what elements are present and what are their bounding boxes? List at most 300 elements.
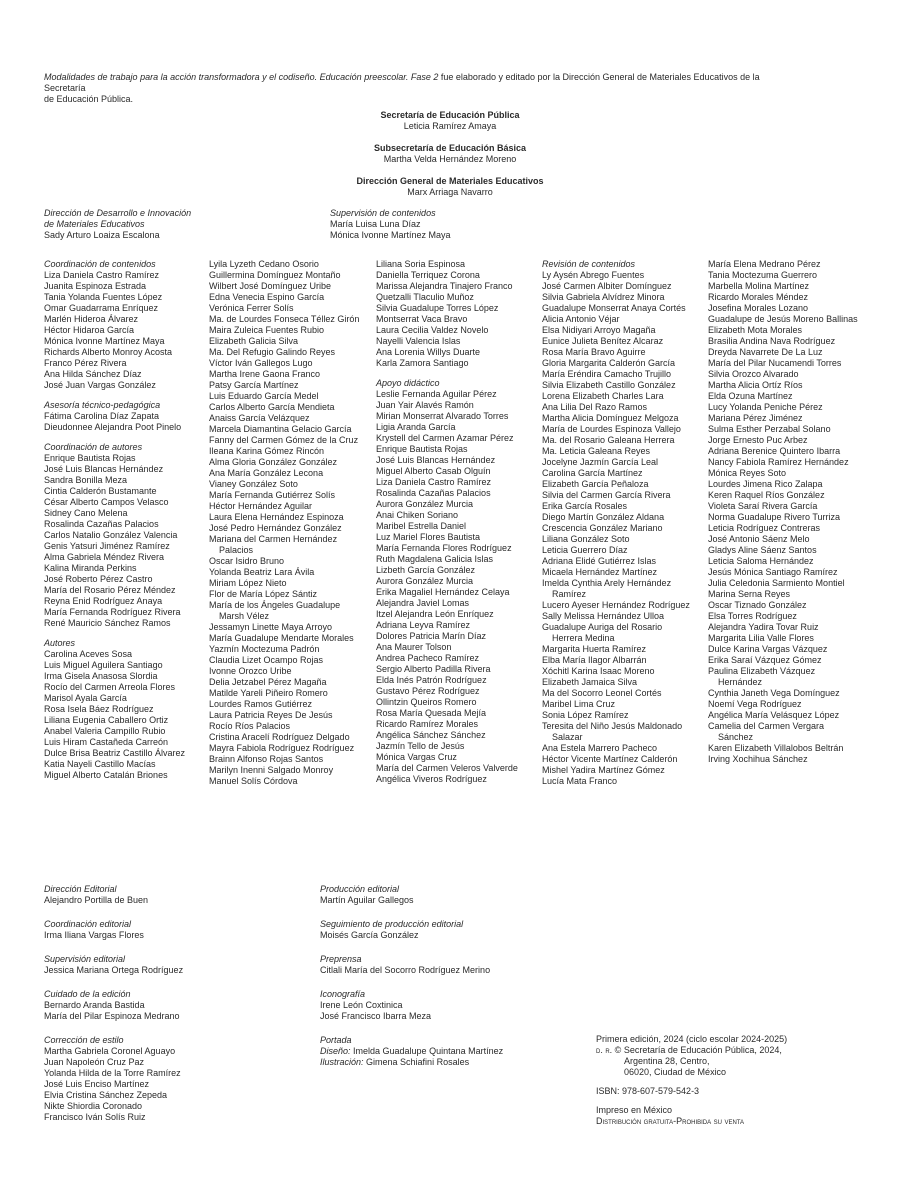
person-name: Rosalinda Cazañas Palacios bbox=[44, 519, 159, 529]
person-name: Ramírez bbox=[552, 589, 587, 599]
person-name: Mónica Reyes Soto bbox=[708, 468, 787, 478]
person-name: Luis Eduardo García Medel bbox=[209, 391, 319, 401]
person-name: Fátima Carolina Díaz Zapata bbox=[44, 411, 160, 421]
person-name: Martín Aguilar Gallegos bbox=[320, 895, 414, 905]
intro-text: fue elaborado y editado por la Dirección General de Materiales Educativos de la Secretaría bbox=[44, 72, 760, 93]
section-heading: Preprensa bbox=[320, 954, 362, 964]
person-name: Crescencia González Mariano bbox=[542, 523, 663, 533]
person-name: Mirian Monserrat Alvarado Torres bbox=[376, 411, 509, 421]
person-name: Silvia Elizabeth Castillo González bbox=[542, 380, 676, 390]
intro-text-2: de Educación Pública. bbox=[44, 94, 134, 104]
section-heading: Dirección de Desarrollo e Innovación bbox=[44, 208, 192, 218]
section-heading: Asesoría técnico-pedagógica bbox=[44, 400, 161, 410]
person-name: Marlén Hideroa Álvarez bbox=[44, 314, 139, 324]
person-name: Carolina García Martínez bbox=[542, 468, 643, 478]
credit-section bbox=[44, 919, 294, 941]
person-name: Silvia Gabriela Alvídrez Minora bbox=[542, 292, 665, 302]
person-name: Ana Lorenia Willys Duarte bbox=[376, 347, 481, 357]
person-name: Jessamyn Linette Maya Arroyo bbox=[209, 622, 333, 632]
person-name: Karen Elizabeth Villalobos Beltrán bbox=[708, 743, 844, 753]
person-name: Edna Venecia Espino García bbox=[209, 292, 325, 302]
editorial-credits-left bbox=[44, 884, 294, 1136]
person-name: Kalina Miranda Perkins bbox=[44, 563, 137, 573]
person-name: Mayra Fabiola Rodríguez Rodríguez bbox=[209, 743, 355, 753]
copyright-prefix: d. r. © bbox=[596, 1045, 622, 1055]
person-name: Mariana del Carmen Hernández bbox=[209, 534, 338, 544]
person-name: Alejandra Javiel Lomas bbox=[376, 598, 470, 608]
person-name: Julia Celedonia Sarmiento Montiel bbox=[708, 578, 845, 588]
person-name: Mónica Vargas Cruz bbox=[376, 752, 457, 762]
person-name: Liza Daniela Castro Ramírez bbox=[44, 270, 160, 280]
person-name: Norma Guadalupe Rivero Turriza bbox=[708, 512, 841, 522]
person-name: Juan Yair Alavés Ramón bbox=[376, 400, 474, 410]
person-name: Nikte Shiordia Coronado bbox=[44, 1101, 143, 1111]
person-name: Flor de María López Sántiz bbox=[209, 589, 318, 599]
person-name: Ana María González Lecona bbox=[209, 468, 324, 478]
credit-section bbox=[44, 638, 216, 781]
person-name: Eunice Julieta Benítez Alcaraz bbox=[542, 336, 664, 346]
person-name: Mónica Ivonne Martínez Maya bbox=[330, 230, 451, 240]
official-title: Dirección General de Materiales Educativos bbox=[356, 176, 544, 186]
credits-column-5 bbox=[708, 259, 880, 765]
person-name: Tania Yolanda Fuentes López bbox=[44, 292, 163, 302]
person-name: Mariana Pérez Jiménez bbox=[708, 413, 803, 423]
credit-section bbox=[44, 259, 216, 391]
person-name: José Francisco Ibarra Meza bbox=[320, 1011, 432, 1021]
person-name: Reyna Enid Rodríguez Anaya bbox=[44, 596, 163, 606]
person-name: Leslie Fernanda Aguilar Pérez bbox=[376, 389, 497, 399]
person-name: Elda Inés Patrón Rodríguez bbox=[376, 675, 487, 685]
credit-section bbox=[320, 919, 570, 941]
person-name: Juanita Espinoza Estrada bbox=[44, 281, 147, 291]
credits-column-1 bbox=[44, 259, 216, 790]
person-name: Elizabeth Galicia Silva bbox=[209, 336, 299, 346]
person-name: Erika Magaliel Hernández Celaya bbox=[376, 587, 510, 597]
person-name: Oscar Isidro Bruno bbox=[209, 556, 285, 566]
person-name: Alicia Antonio Véjar bbox=[542, 314, 620, 324]
section-heading: Corrección de estilo bbox=[44, 1035, 124, 1045]
person-name: Paulina Elizabeth Vázquez bbox=[708, 666, 816, 676]
person-name: Ana Maurer Tolson bbox=[376, 642, 452, 652]
person-name: Elizabeth García Peñaloza bbox=[542, 479, 649, 489]
person-name: Rosalinda Cazañas Palacios bbox=[376, 488, 491, 498]
person-name: Enrique Bautista Rojas bbox=[376, 444, 468, 454]
person-name: Omar Guadarrama Enríquez bbox=[44, 303, 159, 313]
person-name: Marisol Ayala García bbox=[44, 693, 127, 703]
person-name: René Mauricio Sánchez Ramos bbox=[44, 618, 171, 628]
person-name: Lourdes Ramos Gutiérrez bbox=[209, 699, 313, 709]
distribution-notice: Distribución gratuita-Prohibida su venta bbox=[596, 1116, 745, 1126]
person-name: Ma. de Lourdes Fonseca Téllez Girón bbox=[209, 314, 360, 324]
person-name: Gloria Margarita Calderón García bbox=[542, 358, 676, 368]
person-name: Mishel Yadira Martínez Gómez bbox=[542, 765, 665, 775]
person-name: Salazar bbox=[552, 732, 583, 742]
person-name: Vianey González Soto bbox=[209, 479, 298, 489]
person-name: Marina Serna Reyes bbox=[708, 589, 791, 599]
copyright-line: Secretaría de Educación Pública, 2024, bbox=[621, 1045, 782, 1055]
person-name: Claudia Lizet Ocampo Rojas bbox=[209, 655, 324, 665]
person-name: José Carmen Albiter Domínguez bbox=[542, 281, 672, 291]
person-name: Teresita del Niño Jesús Maldonado bbox=[542, 721, 683, 731]
person-name: Jessica Mariana Ortega Rodríguez bbox=[44, 965, 184, 975]
portada-section bbox=[320, 1035, 570, 1068]
person-name: Erika Saraí Vázquez Gómez bbox=[708, 655, 822, 665]
person-name: Ma. del Rosario Galeana Herrera bbox=[542, 435, 675, 445]
person-name: Jocelyne Jazmín García Leal bbox=[542, 457, 659, 467]
person-name: Bernardo Aranda Bastida bbox=[44, 1000, 145, 1010]
person-name: Angélica Sánchez Sánchez bbox=[376, 730, 486, 740]
person-name: Alejandro Portilla de Buen bbox=[44, 895, 149, 905]
person-name: Ivonne Orozco Uribe bbox=[209, 666, 292, 676]
person-name: Miriam López Nieto bbox=[209, 578, 287, 588]
isbn: ISBN: 978-607-579-542-3 bbox=[596, 1086, 700, 1096]
person-name: Luis Hiram Castañeda Carreón bbox=[44, 737, 169, 747]
person-name: Angélica Viveros Rodríguez bbox=[376, 774, 487, 784]
edition-info bbox=[596, 1034, 856, 1127]
person-name: Sánchez bbox=[718, 732, 754, 742]
person-name: Jazmín Tello de Jesús bbox=[376, 741, 465, 751]
person-name: Marbella Molina Martínez bbox=[708, 281, 810, 291]
official-title: Subsecretaría de Educación Básica bbox=[373, 143, 527, 153]
person-name: Leticia Rodríguez Contreras bbox=[708, 523, 821, 533]
credit-section bbox=[376, 259, 548, 369]
person-name: Lorena Elizabeth Charles Lara bbox=[542, 391, 664, 401]
person-name: Leticia Guerrero Díaz bbox=[542, 545, 628, 555]
credit-section bbox=[320, 954, 570, 976]
person-name: Manuel Solís Córdova bbox=[209, 776, 298, 786]
section-heading: Portada bbox=[320, 1035, 352, 1045]
person-name: Martha Gabriela Coronel Aguayo bbox=[44, 1046, 176, 1056]
person-name: Guillermina Domínguez Montaño bbox=[209, 270, 341, 280]
person-name: Xóchitl Karina Isaac Moreno bbox=[542, 666, 655, 676]
person-name: María del Pilar Espinoza Medrano bbox=[44, 1011, 180, 1021]
person-name: Yazmín Moctezuma Padrón bbox=[209, 644, 320, 654]
credit-section bbox=[320, 884, 570, 906]
printed-in: Impreso en México bbox=[596, 1105, 673, 1115]
person-name: Yolanda Hilda de la Torre Ramírez bbox=[44, 1068, 181, 1078]
person-name: César Alberto Campos Velasco bbox=[44, 497, 169, 507]
person-name: Aurora González Murcia bbox=[376, 576, 474, 586]
person-name: Verónica Ferrer Solís bbox=[209, 303, 294, 313]
section-heading: de Materiales Educativos bbox=[44, 219, 145, 229]
person-name: Dulce Brisa Beatriz Castillo Álvarez bbox=[44, 748, 186, 758]
person-name: Luis Miguel Aguilera Santiago bbox=[44, 660, 163, 670]
person-name: Ma. Leticia Galeana Reyes bbox=[542, 446, 651, 456]
person-name: Rocío del Carmen Arreola Flores bbox=[44, 682, 176, 692]
person-name: Hernández bbox=[718, 677, 763, 687]
person-name: Adriana Elidé Gutiérrez Islas bbox=[542, 556, 657, 566]
person-name: Rosa María Bravo Aguirre bbox=[542, 347, 646, 357]
person-name: Rosa María Quesada Mejía bbox=[376, 708, 487, 718]
person-name: Irma Gisela Anasosa Slordia bbox=[44, 671, 158, 681]
person-name: Víctor Iván Gallegos Lugo bbox=[209, 358, 313, 368]
section-heading: Dirección Editorial bbox=[44, 884, 117, 894]
person-name: Katia Nayeli Castillo Macías bbox=[44, 759, 156, 769]
person-name: Sally Melissa Hernández Ulloa bbox=[542, 611, 665, 621]
person-name: Yolanda Beatriz Lara Ávila bbox=[209, 567, 315, 577]
person-name: Karla Zamora Santiago bbox=[376, 358, 469, 368]
section-heading: Coordinación de contenidos bbox=[44, 259, 156, 269]
official-3 bbox=[0, 176, 900, 198]
person-name: Erika García Rosales bbox=[542, 501, 628, 511]
person-name: Miguel Alberto Catalán Briones bbox=[44, 770, 168, 780]
person-name: Keren Raquel Ríos González bbox=[708, 490, 825, 500]
section-heading: Revisión de contenidos bbox=[542, 259, 636, 269]
person-name: Alma Gloria González González bbox=[209, 457, 338, 467]
person-name: Guadalupe Auriga del Rosario bbox=[542, 622, 663, 632]
person-name: Héctor Hidaroa García bbox=[44, 325, 135, 335]
person-name: Krystell del Carmen Azamar Pérez bbox=[376, 433, 514, 443]
person-name: Lucero Ayeser Hernández Rodríguez bbox=[542, 600, 690, 610]
person-name: Jorge Ernesto Puc Arbez bbox=[708, 435, 808, 445]
person-name: María Fernanda Flores Rodríguez bbox=[376, 543, 512, 553]
person-name: Herrera Medina bbox=[552, 633, 615, 643]
intro-paragraph bbox=[44, 72, 784, 105]
person-name: Laura Elena Hernández Espinoza bbox=[209, 512, 344, 522]
person-name: Oscar Tiznado González bbox=[708, 600, 807, 610]
person-name: Dreyda Navarrete De La Luz bbox=[708, 347, 823, 357]
credit-section bbox=[44, 884, 294, 906]
person-name: Lourdes Jimena Rico Zalapa bbox=[708, 479, 823, 489]
person-name: Irene León Coxtinica bbox=[320, 1000, 403, 1010]
official-name: Marx Arriaga Navarro bbox=[407, 187, 493, 197]
book-title: Modalidades de trabajo para la acción transformadora y el codiseño. Educación preescolar. Fase 2 bbox=[44, 72, 439, 82]
person-name: José Luis Enciso Martínez bbox=[44, 1079, 150, 1089]
person-name: Silvia Guadalupe Torres López bbox=[376, 303, 499, 313]
person-name: María Elena Medrano Pérez bbox=[708, 259, 821, 269]
person-name: Irving Xochihua Sánchez bbox=[708, 754, 808, 764]
person-name: Imelda Guadalupe Quintana Martínez bbox=[350, 1046, 504, 1056]
person-name: María Fernanda Rodríguez Rivera bbox=[44, 607, 181, 617]
person-name: Sergio Alberto Padilla Rivera bbox=[376, 664, 491, 674]
person-name: Elba María Ilagor Albarrán bbox=[542, 655, 647, 665]
person-name: Ma. Del Refugio Galindo Reyes bbox=[209, 347, 336, 357]
person-name: Citlali María del Socorro Rodríguez Merino bbox=[320, 965, 491, 975]
person-name: Martha Irene Gaona Franco bbox=[209, 369, 321, 379]
person-name: Violeta Saraí Rivera García bbox=[708, 501, 818, 511]
person-name: Elsa Nidiyari Arroyo Magaña bbox=[542, 325, 656, 335]
person-name: Maira Zuleica Fuentes Rubio bbox=[209, 325, 325, 335]
editorial-credits-middle bbox=[320, 884, 570, 1081]
credits-column-4 bbox=[542, 259, 714, 796]
person-name: Maribel Lima Cruz bbox=[542, 699, 616, 709]
person-name: Gimena Schiafini Rosales bbox=[363, 1057, 470, 1067]
person-name: Matilde Yareli Piñeiro Romero bbox=[209, 688, 328, 698]
credit-section bbox=[542, 259, 714, 787]
person-name: Anabel Valeria Campillo Rubio bbox=[44, 726, 166, 736]
person-name: Lucy Yolanda Peniche Pérez bbox=[708, 402, 823, 412]
person-name: Anai Chiken Soriano bbox=[376, 510, 459, 520]
direccion-desarrollo bbox=[44, 208, 191, 241]
supervision-contenidos bbox=[330, 208, 451, 241]
person-name: Francisco Iván Solís Ruiz bbox=[44, 1112, 146, 1122]
person-name: Wilbert José Domínguez Uribe bbox=[209, 281, 332, 291]
person-name: José Antonio Sáenz Melo bbox=[708, 534, 810, 544]
person-name: Jesús Mónica Santiago Ramírez bbox=[708, 567, 838, 577]
person-name: Ana Lilia Del Razo Ramos bbox=[542, 402, 648, 412]
person-name: Nayelli Valencia Islas bbox=[376, 336, 461, 346]
person-name: Martha Alicia Domínguez Melgoza bbox=[542, 413, 679, 423]
person-name: Ly Aysén Abrego Fuentes bbox=[542, 270, 645, 280]
person-name: María Fernanda Gutiérrez Solís bbox=[209, 490, 336, 500]
person-name: Richards Alberto Monroy Acosta bbox=[44, 347, 173, 357]
person-name: Carolina Aceves Sosa bbox=[44, 649, 133, 659]
person-name: Camelia del Carmen Vergara bbox=[708, 721, 825, 731]
section-heading: Seguimiento de producción editorial bbox=[320, 919, 464, 929]
person-name: Brainn Alfonso Rojas Santos bbox=[209, 754, 324, 764]
person-name: Aurora González Murcia bbox=[376, 499, 474, 509]
person-name: Maribel Estrella Daniel bbox=[376, 521, 467, 531]
person-name: José Roberto Pérez Castro bbox=[44, 574, 153, 584]
credit-section bbox=[44, 1035, 294, 1123]
person-name: Guadalupe Monserrat Anaya Cortés bbox=[542, 303, 686, 313]
official-1 bbox=[0, 110, 900, 132]
person-name: Cristina Aracelí Rodríguez Delgado bbox=[209, 732, 350, 742]
person-name: Guadalupe de Jesús Moreno Ballinas bbox=[708, 314, 858, 324]
person-name: María Guadalupe Mendarte Morales bbox=[209, 633, 354, 643]
person-name: Patsy García Martínez bbox=[209, 380, 299, 390]
section-heading: Supervisión de contenidos bbox=[330, 208, 436, 218]
official-name: Leticia Ramírez Amaya bbox=[403, 121, 497, 131]
person-name: Liliana Soria Espinosa bbox=[376, 259, 466, 269]
person-name: Ollintzin Queiros Romero bbox=[376, 697, 477, 707]
person-name: Dulce Karina Vargas Vázquez bbox=[708, 644, 828, 654]
section-heading: Coordinación editorial bbox=[44, 919, 132, 929]
person-name: Liliana González Soto bbox=[542, 534, 630, 544]
person-name: Marissa Alejandra Tinajero Franco bbox=[376, 281, 513, 291]
person-name: Adriana Leyva Ramírez bbox=[376, 620, 471, 630]
person-name: Noemí Vega Rodríguez bbox=[708, 699, 802, 709]
person-name: Carlos Alberto García Mendieta bbox=[209, 402, 335, 412]
person-name: Micaela Hernández Martínez bbox=[542, 567, 658, 577]
section-heading: Supervisión editorial bbox=[44, 954, 126, 964]
person-name: Josefina Morales Lozano bbox=[708, 303, 809, 313]
person-name: Sidney Cano Melena bbox=[44, 508, 128, 518]
person-name: Liza Daniela Castro Ramírez bbox=[376, 477, 492, 487]
person-name: María Luisa Luna Díaz bbox=[330, 219, 421, 229]
person-name: Margarita Lilia Valle Flores bbox=[708, 633, 814, 643]
person-name: José Luis Blancas Hernández bbox=[376, 455, 496, 465]
credit-section bbox=[44, 400, 216, 433]
person-name: Liliana Eugenia Caballero Ortiz bbox=[44, 715, 169, 725]
person-name: Moisés García González bbox=[320, 930, 419, 940]
official-title: Secretaría de Educación Pública bbox=[380, 110, 520, 120]
first-edition: Primera edición, 2024 (ciclo escolar 2024-2025) bbox=[596, 1034, 788, 1044]
person-name: Silvia del Carmen García Rivera bbox=[542, 490, 671, 500]
section-heading: Autores bbox=[44, 638, 76, 648]
person-name: Silvia Orozco Alvarado bbox=[708, 369, 799, 379]
person-name: Lizbeth García González bbox=[376, 565, 476, 575]
person-name: Lyila Lyzeth Cedano Osorio bbox=[209, 259, 319, 269]
person-name: Leticia Saloma Hernández bbox=[708, 556, 814, 566]
person-name: Quetzalli Tlaculio Muñoz bbox=[376, 292, 474, 302]
person-name: Nancy Fabiola Ramírez Hernández bbox=[708, 457, 849, 467]
person-name: Anaiss García Velázquez bbox=[209, 413, 310, 423]
person-name: Miguel Alberto Casab Olguín bbox=[376, 466, 491, 476]
person-name: Alma Gabriela Méndez Rivera bbox=[44, 552, 165, 562]
person-name: María de los Ángeles Guadalupe bbox=[209, 600, 341, 610]
person-name: Dolores Patricia Marín Díaz bbox=[376, 631, 487, 641]
person-name: José Juan Vargas González bbox=[44, 380, 156, 390]
person-name: Ma del Socorro Leonel Cortés bbox=[542, 688, 662, 698]
person-name: Rosa Isela Báez Rodríguez bbox=[44, 704, 154, 714]
credits-column-3 bbox=[376, 259, 548, 794]
person-name: Montserrat Vaca Bravo bbox=[376, 314, 468, 324]
person-name: María del Carmen Veleros Valverde bbox=[376, 763, 518, 773]
person-name: Héctor Hernández Aguilar bbox=[209, 501, 313, 511]
person-name: María de Lourdes Espinoza Vallejo bbox=[542, 424, 681, 434]
credits-column-2 bbox=[209, 259, 381, 787]
section-heading: Apoyo didáctico bbox=[376, 378, 440, 388]
person-name: Delia Jetzabel Pérez Magaña bbox=[209, 677, 327, 687]
person-name: Ligia Aranda García bbox=[376, 422, 456, 432]
editorial-credits-middle-list bbox=[320, 884, 570, 1022]
address-line: 06020, Ciudad de México bbox=[624, 1067, 727, 1077]
person-name: Juan Napoleón Cruz Paz bbox=[44, 1057, 145, 1067]
person-name: Cintia Calderón Bustamante bbox=[44, 486, 157, 496]
person-name: Sady Arturo Loaiza Escalona bbox=[44, 230, 160, 240]
person-name: Itzel Alejandra León Enríquez bbox=[376, 609, 494, 619]
person-name: Ricardo Ramírez Morales bbox=[376, 719, 479, 729]
person-name: Daniella Terriquez Corona bbox=[376, 270, 480, 280]
person-name: Luz Mariel Flores Bautista bbox=[376, 532, 481, 542]
person-name: María del Rosario Pérez Méndez bbox=[44, 585, 176, 595]
person-name: Margarita Huerta Ramírez bbox=[542, 644, 647, 654]
person-name: Adriana Berenice Quintero Ibarra bbox=[708, 446, 841, 456]
person-name: Héctor Vicente Martínez Calderón bbox=[542, 754, 678, 764]
credit-section bbox=[320, 989, 570, 1022]
person-name: Laura Cecilia Valdez Novelo bbox=[376, 325, 489, 335]
person-name: Martha Alicia Ortíz Ríos bbox=[708, 380, 803, 390]
credit-section bbox=[44, 442, 216, 629]
person-name: Irma Iliana Vargas Flores bbox=[44, 930, 144, 940]
address-line: Argentina 28, Centro, bbox=[624, 1056, 710, 1066]
person-name: Franco Pérez Rivera bbox=[44, 358, 127, 368]
person-name: Cynthia Janeth Vega Domínguez bbox=[708, 688, 840, 698]
person-name: Mónica Ivonne Martínez Maya bbox=[44, 336, 165, 346]
person-name: Ana Hilda Sánchez Díaz bbox=[44, 369, 142, 379]
person-name: Elizabeth Mota Morales bbox=[708, 325, 803, 335]
person-name: Lucía Mata Franco bbox=[542, 776, 618, 786]
person-name: María del Pilar Nucamendi Torres bbox=[708, 358, 842, 368]
section-heading: Cuidado de la edición bbox=[44, 989, 131, 999]
person-name: Marilyn Inenni Salgado Monroy bbox=[209, 765, 334, 775]
person-name: Marcela Diamantina Gelacio García bbox=[209, 424, 352, 434]
person-name: María Eréndira Camacho Trujillo bbox=[542, 369, 672, 379]
person-name: Andrea Pacheco Ramírez bbox=[376, 653, 480, 663]
person-name: Elvia Cristina Sánchez Zepeda bbox=[44, 1090, 168, 1100]
person-name: Elsa Torres Rodríguez bbox=[708, 611, 797, 621]
person-name: Gladys Aline Sáenz Santos bbox=[708, 545, 817, 555]
person-name: Palacios bbox=[219, 545, 254, 555]
person-name: Diego Martín González Aldana bbox=[542, 512, 665, 522]
person-name: Elizabeth Jamaica Silva bbox=[542, 677, 638, 687]
official-name: Martha Velda Hernández Moreno bbox=[383, 154, 517, 164]
person-name: Sandra Bonilla Meza bbox=[44, 475, 128, 485]
credit-section bbox=[44, 954, 294, 976]
label: Diseño: bbox=[320, 1046, 351, 1056]
label: Ilustración: bbox=[320, 1057, 364, 1067]
credit-section bbox=[376, 378, 548, 785]
person-name: Angélica María Velásquez López bbox=[708, 710, 840, 720]
section-heading: Iconografía bbox=[320, 989, 366, 999]
person-name: José Pedro Hernández González bbox=[209, 523, 342, 533]
person-name: Elda Ozuna Martínez bbox=[708, 391, 793, 401]
person-name: Ana Estela Marrero Pacheco bbox=[542, 743, 658, 753]
person-name: Carlos Natalio González Valencia bbox=[44, 530, 178, 540]
person-name: Marsh Vélez bbox=[219, 611, 270, 621]
person-name: Fanny del Carmen Gómez de la Cruz bbox=[209, 435, 359, 445]
